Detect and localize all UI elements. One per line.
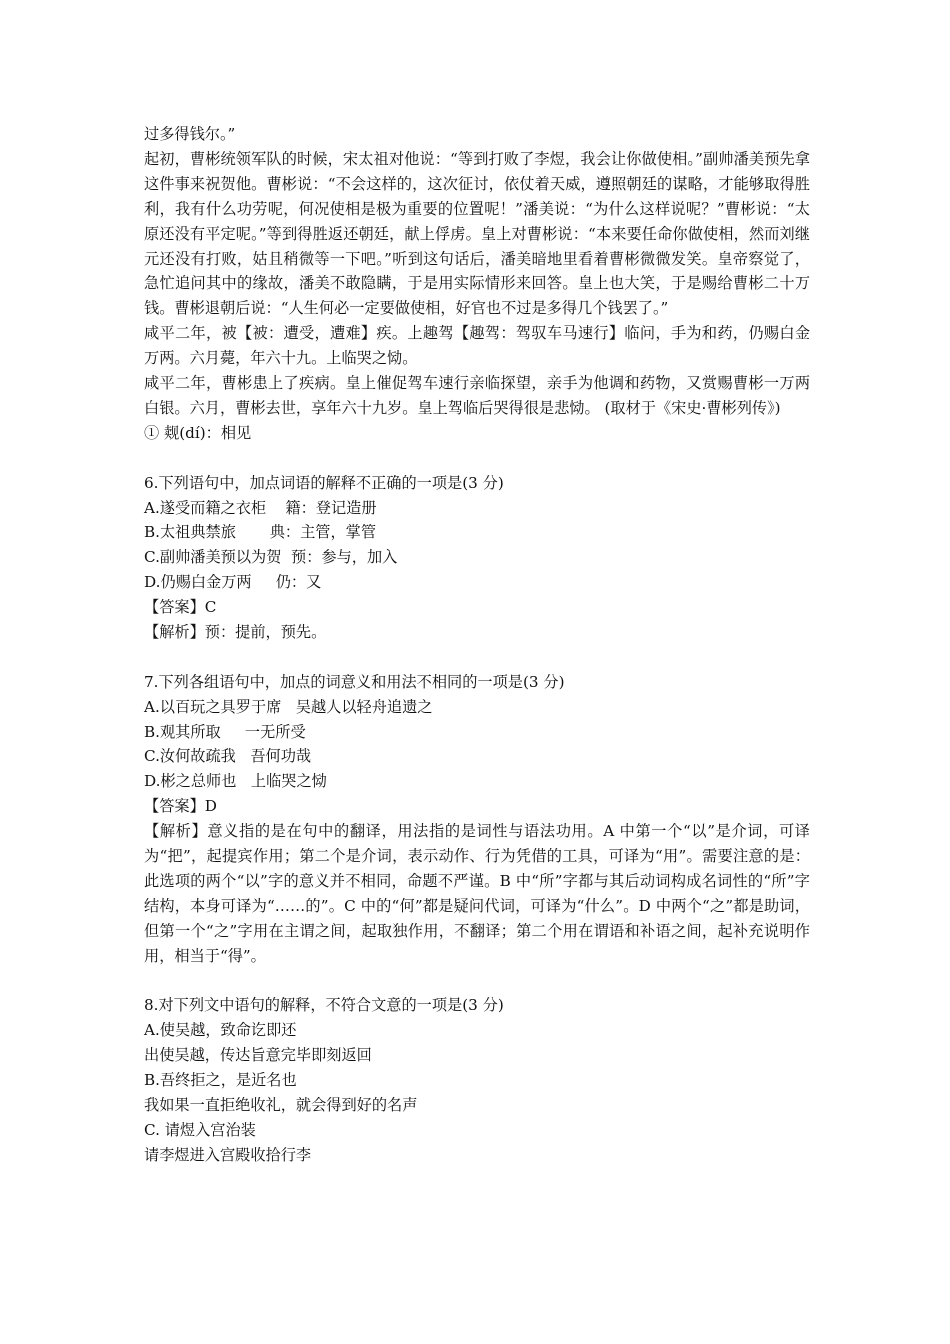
question-7-option-d: D.彬之总师也 上临哭之恸 [144,772,327,791]
question-8-item-a-explanation: 出使吴越，传达旨意完毕即刻返回 [144,1046,372,1065]
question-8-item-c-explanation: 请李煜进入宫殿收拾行李 [144,1145,312,1164]
spacer [144,645,810,670]
question-7 [144,670,810,969]
passage-translation-2: 咸平二年，曹彬患上了疾病。皇上催促驾车速行亲临探望，亲手为他调和药物，又赏赐曹彬一万两白银。六月，曹彬去世，享年六十九岁。皇上驾临后哭得很是悲恸。 (取材于《宋史·曹彬列传》) [144,374,810,417]
question-8-stem: 8.对下列文中语句的解释，不符合文意的一项是(3 分) [144,996,504,1015]
question-7-analysis: 【解析】意义指的是在句中的翻译，用法指的是词性与语法功用。A 中第一个“以”是介词，可译为“把”，起提宾作用；第二个是介词，表示动作、行为凭借的工具，可译为“用”。需要注意的是：此选项的两个“以”字的意义并不相同，命题不严谨。B 中“所”字都与其后动词构成名词性的“所”字结构，本身可译为“……的”。C 中的“何”都是疑问代词，可译为“什么”。D 中两个“之”都是助词，但第一个“之”字用在主谓之间，起取独作用，不翻译；第二个用在谓语和补语之间，起补充说明作用，相当于“得”。 [144,822,810,965]
question-6-analysis: 【解析】预：提前，预先。 [144,622,327,641]
passage-original-2: 咸平二年，被【被：遭受，遭难】疾。上趣驾【趣驾：驾驭车马速行】临问，手为和药，仍赐白金万两。六月薨，年六十九。上临哭之恸。 [144,324,810,368]
question-6-option-d: D.仍赐白金万两 仍：又 [144,573,322,592]
question-6-option-c: C.副帅潘美预以为贺 预：参与，加入 [144,548,398,567]
question-6-option-b: B.太祖典禁旅 典：主管，掌管 [144,523,377,542]
question-8-item-b-explanation: 我如果一直拒绝收礼，就会得到好的名声 [144,1096,418,1114]
footnote: ① 觌(dí)：相见 [144,423,252,442]
question-6 [144,471,810,645]
question-7-option-b: B.观其所取 一无所受 [144,722,306,741]
spacer [144,969,810,994]
question-6-stem: 6.下列语句中，加点词语的解释不正确的一项是(3 分) [144,473,504,492]
passage-continuation: 过多得钱尔。” [144,125,236,143]
question-7-option-c: C.汝何故疏我 吾何功哉 [144,747,312,766]
question-8-item-b: B.吾终拒之，是近名也 [144,1071,297,1090]
question-8 [144,993,810,1167]
question-7-answer: 【答案】D [144,797,217,816]
question-7-stem: 7.下列各组语句中，加点的词意义和用法不相同的一项是(3 分) [144,672,565,691]
passage-translation-1: 起初，曹彬统领军队的时候，宋太祖对他说：“等到打败了李煜，我会让你做使相。”副帅潘美预先拿这件事来祝贺他。曹彬说：“不会这样的，这次征讨，依仗着天威，遵照朝廷的谋略，才能够取得胜利，我有什么功劳呢，何况使相是极为重要的位置呢！”潘美说：“为什么这样说呢？”曹彬说：“太原还没有平定呢。”等到得胜返还朝廷，献上俘虏。皇上对曹彬说：“本来要任命你做使相，然而刘继元还没有打败，姑且稍微等一下吧。”听到这句话后，潘美暗地里看着曹彬微微发笑。皇帝察觉了，急忙追问其中的缘故，潘美不敢隐瞒，于是用实际情形来回答。皇上也大笑，于是赐给曹彬二十万钱。曹彬退朝后说：“人生何必一定要做使相，好官也不过是多得几个钱罢了。” [144,149,810,318]
question-6-option-a: A.遂受而籍之衣柜 籍：登记造册 [144,498,377,517]
document-page [144,122,810,1168]
question-6-answer: 【答案】C [144,598,217,617]
question-8-item-a: A.使吴越，致命讫即还 [144,1021,297,1040]
question-8-item-c: C. 请煜入宫治装 [144,1120,256,1139]
question-7-option-a: A.以百玩之具罗于席 吴越人以轻舟追遗之 [144,697,433,716]
spacer [144,446,810,471]
